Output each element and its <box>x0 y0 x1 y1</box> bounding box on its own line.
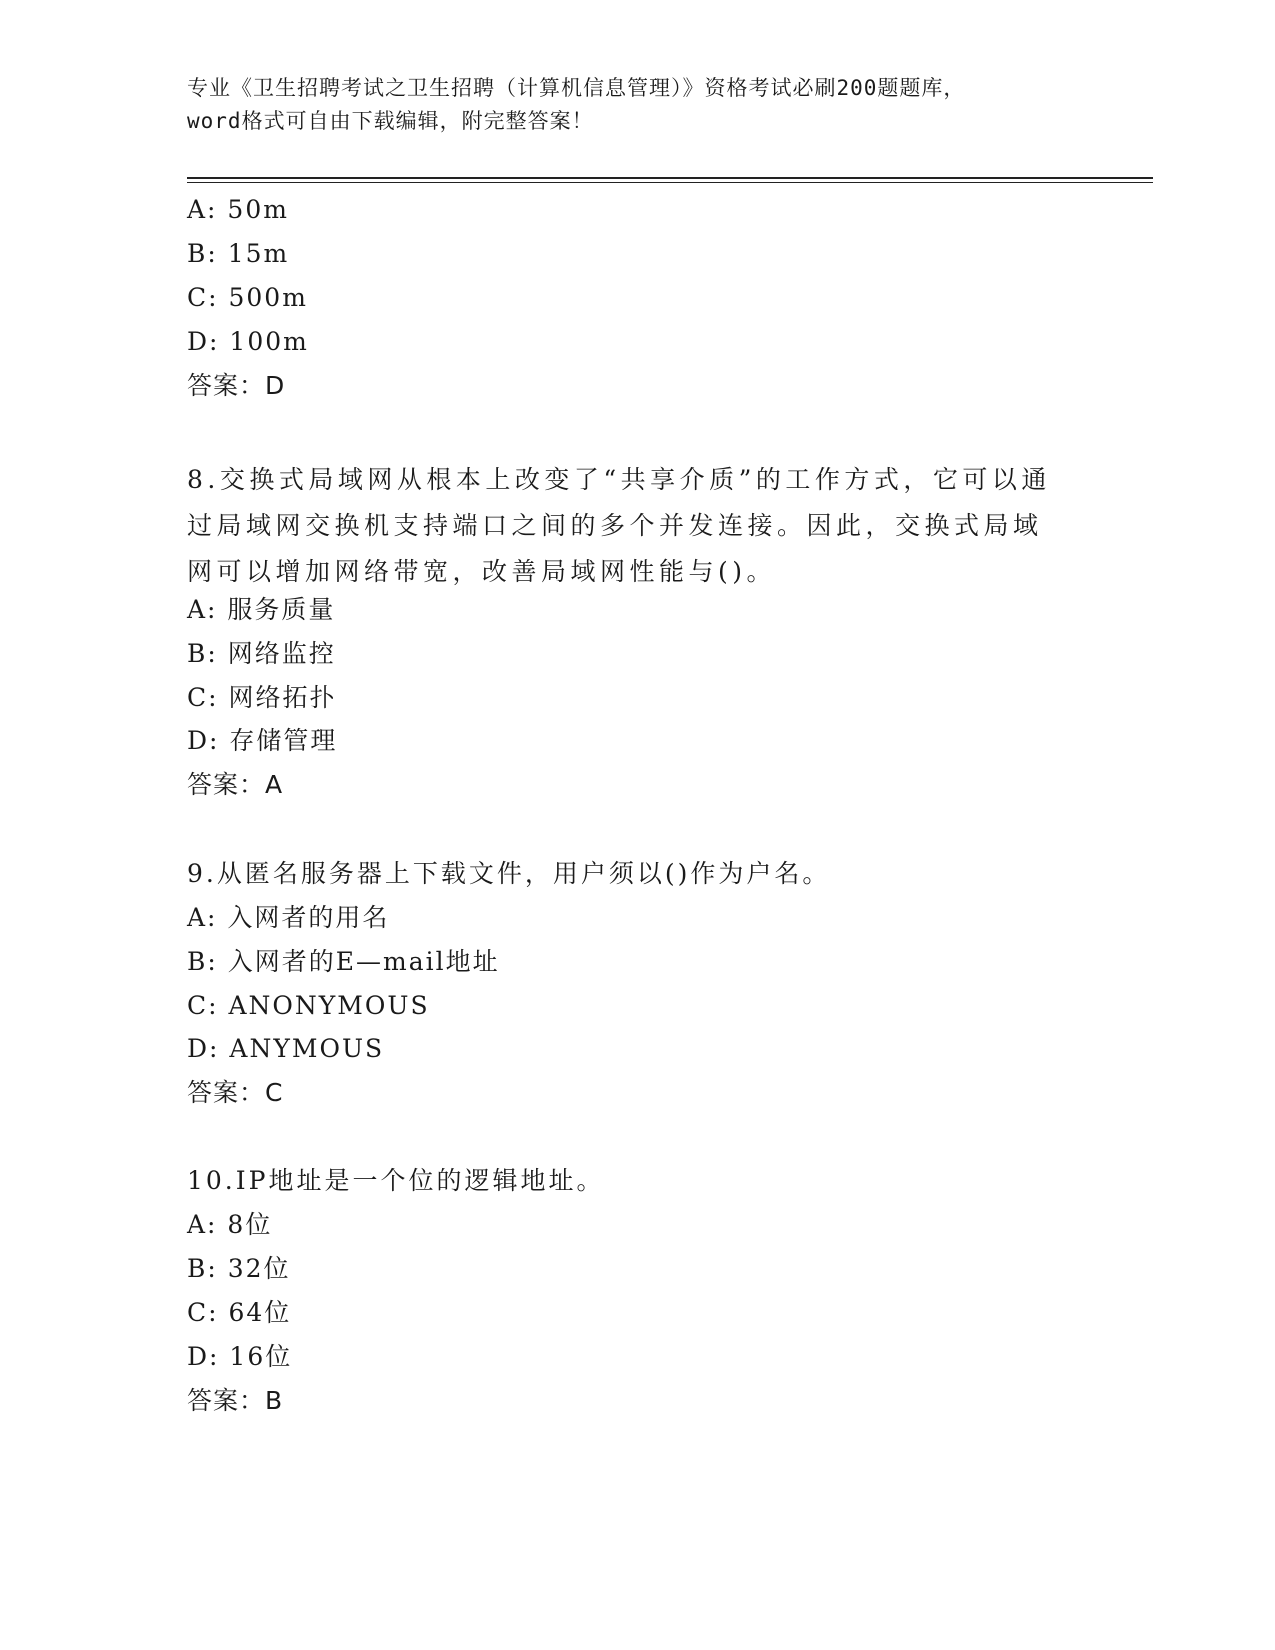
q10-option-c: C: 64位 <box>187 1298 292 1327</box>
header-divider-thin <box>187 182 1153 183</box>
q8-option-d: D: 存储管理 <box>187 726 338 755</box>
q7-option-c: C: 500m <box>187 283 308 312</box>
q7-answer: 答案：D <box>187 371 286 400</box>
q10-answer: 答案：B <box>187 1386 284 1415</box>
q9-question: 9.从匿名服务器上下载文件，用户须以()作为户名。 <box>187 859 831 888</box>
q10-question: 10.IP地址是一个位的逻辑地址。 <box>187 1166 605 1195</box>
q9-option-c: C: ANONYMOUS <box>187 991 430 1020</box>
header-line-1: 专业《卫生招聘考试之卫生招聘（计算机信息管理）》资格考试必刷200题题库， <box>187 76 966 100</box>
header-line-2: word格式可自由下载编辑，附完整答案！ <box>187 109 594 133</box>
q9-option-b: B: 入网者的E—mail地址 <box>187 947 500 976</box>
q8-option-a: A: 服务质量 <box>187 595 336 624</box>
q8-option-c: C: 网络拓扑 <box>187 683 337 712</box>
q9-option-a: A: 入网者的用名 <box>187 903 390 932</box>
q7-option-b: B: 15m <box>187 239 290 268</box>
q8-option-b: B: 网络监控 <box>187 639 336 668</box>
q9-answer: 答案：C <box>187 1078 284 1107</box>
document-header <box>187 72 1087 138</box>
q7-option-d: D: 100m <box>187 327 309 356</box>
q10-option-d: D: 16位 <box>187 1342 293 1371</box>
header-divider <box>187 177 1153 179</box>
q9-option-d: D: ANYMOUS <box>187 1034 385 1063</box>
q8-question: 8.交换式局域网从根本上改变了“共享介质”的工作方式，它可以通过局域网交换机支持端口之间的多个并发连接。因此，交换式局域网可以增加网络带宽，改善局域网性能与()。 <box>187 465 1051 586</box>
q10-option-a: A: 8位 <box>187 1210 273 1239</box>
q7-option-a: A: 50m <box>187 195 289 224</box>
q10-option-b: B: 32位 <box>187 1254 291 1283</box>
q8-answer: 答案：A <box>187 770 284 799</box>
